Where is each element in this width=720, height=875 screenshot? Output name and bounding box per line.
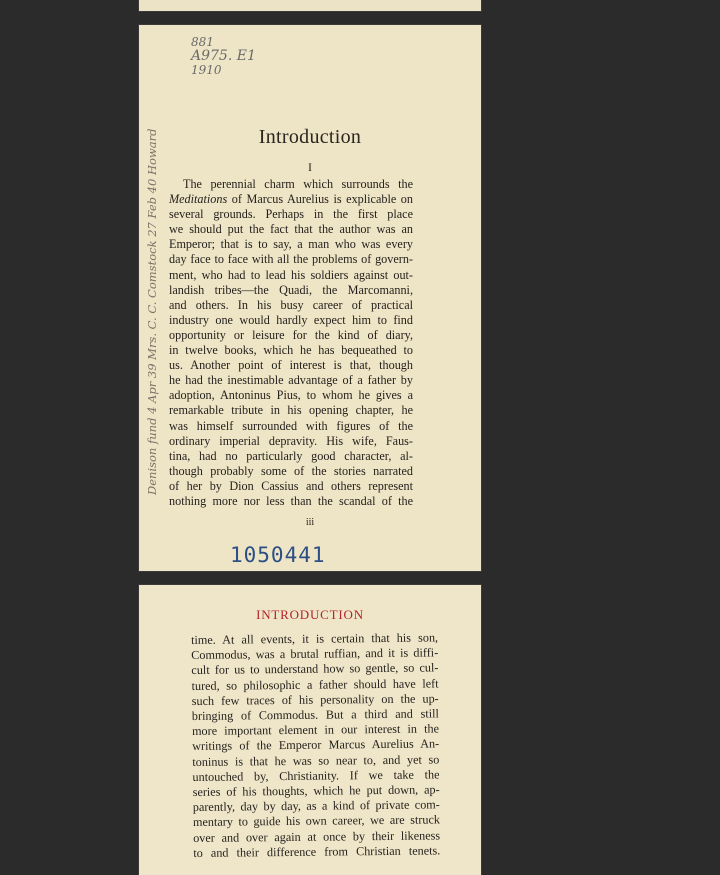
text-line: was himself surrounded with figures of the xyxy=(169,418,413,433)
text-line: landish tribes—the Quadi, the Marcomanni, xyxy=(169,282,413,297)
text-line: such few traces of his personality on the up- xyxy=(191,691,439,708)
text-line: The perennial charm which surrounds the xyxy=(183,177,413,191)
text-line: mentary to guide his own career, we are struck xyxy=(192,812,441,830)
body-paragraph xyxy=(169,177,413,509)
page-title: Introduction xyxy=(258,126,362,148)
text-line: writings of the Emperor Marcus Aurelius An- xyxy=(192,736,440,754)
text-line: time. At all events, it is certain that his son, xyxy=(191,630,439,647)
text-line: over and over again at once by their likeness xyxy=(193,828,441,845)
text-line: ment, who had to lead his soldiers against out- xyxy=(169,267,413,282)
text-line xyxy=(169,192,413,207)
page-iv xyxy=(139,585,481,875)
text-line: bringing of Commodus. But a third and still xyxy=(191,706,439,724)
text-line: Emperor; that is to say, a man who was every xyxy=(169,237,413,252)
body-paragraph xyxy=(191,630,440,861)
text-line: day face to face with all the problems of govern- xyxy=(169,252,413,267)
text-line: we should put the fact that the author was an xyxy=(169,222,413,237)
book-title: Meditations xyxy=(169,192,228,207)
text-line: remarkable tribute in his opening chapter, he xyxy=(169,403,413,418)
text-line: nothing more nor less than the scandal of the xyxy=(169,493,413,508)
handwritten-acquisition-note: Denison fund 4 Apr 39 Mrs. C. C. Comstock 27 Feb 40 Howard xyxy=(145,128,159,495)
handwritten-call-number xyxy=(191,35,256,77)
text-line: in twelve books, which he has bequeathed to xyxy=(169,343,413,358)
text-line: toninus is that he was so near to, and yet so xyxy=(192,752,440,769)
page-iii xyxy=(139,25,481,571)
text-line: to and their difference from Christian tenets. xyxy=(193,843,441,860)
text-line: us. Another point of interest is that, though xyxy=(169,358,413,373)
text-line: cult for us to understand how so gentle, so cul- xyxy=(191,660,439,678)
text-line: though probably some of the stories narrated xyxy=(169,463,413,478)
text-line: Commodus, was a brutal ruffian, and it is diffi- xyxy=(191,645,439,663)
text-line: tina, had no particularly good character, al- xyxy=(169,448,413,463)
text-line: of her by Dion Cassius and others represent xyxy=(169,478,413,493)
text-line: adoption, Antoninus Pius, to whom he gives a xyxy=(169,388,413,403)
section-number: I xyxy=(308,160,312,174)
running-head: INTRODUCTION xyxy=(256,607,364,622)
text-line: opportunity or leisure for the kind of diary, xyxy=(169,327,413,342)
text-line: parently, day by day, as a kind of private com- xyxy=(192,797,440,815)
call-number-line: A975. E1 xyxy=(191,48,256,64)
text-line: untouched by, Christianity. If we take the xyxy=(192,767,440,784)
text-line: tured, so philosophic a father should have left xyxy=(191,676,439,693)
text-line: industry one would hardly expect him to find xyxy=(169,312,413,327)
text-line: and others. In his busy career of practical xyxy=(169,297,413,312)
text-line: more important element in our interest in the xyxy=(191,721,440,739)
text-line: he had the inestimable advantage of a father by xyxy=(169,373,413,388)
page-number: iii xyxy=(305,517,315,528)
text-line: several grounds. Perhaps in the first place xyxy=(169,207,413,222)
call-number-line: 1910 xyxy=(191,63,222,77)
call-number-line: 881 xyxy=(191,35,214,49)
text-line: series of his thoughts, which he put down, ap- xyxy=(192,782,440,800)
text-fragment: of Marcus Aurelius is explicable on xyxy=(227,192,413,207)
text-line: ordinary imperial depravity. His wife, Faus- xyxy=(169,433,413,448)
library-accession-stamp: 1050441 xyxy=(230,543,326,567)
previous-page-fragment xyxy=(139,0,481,11)
